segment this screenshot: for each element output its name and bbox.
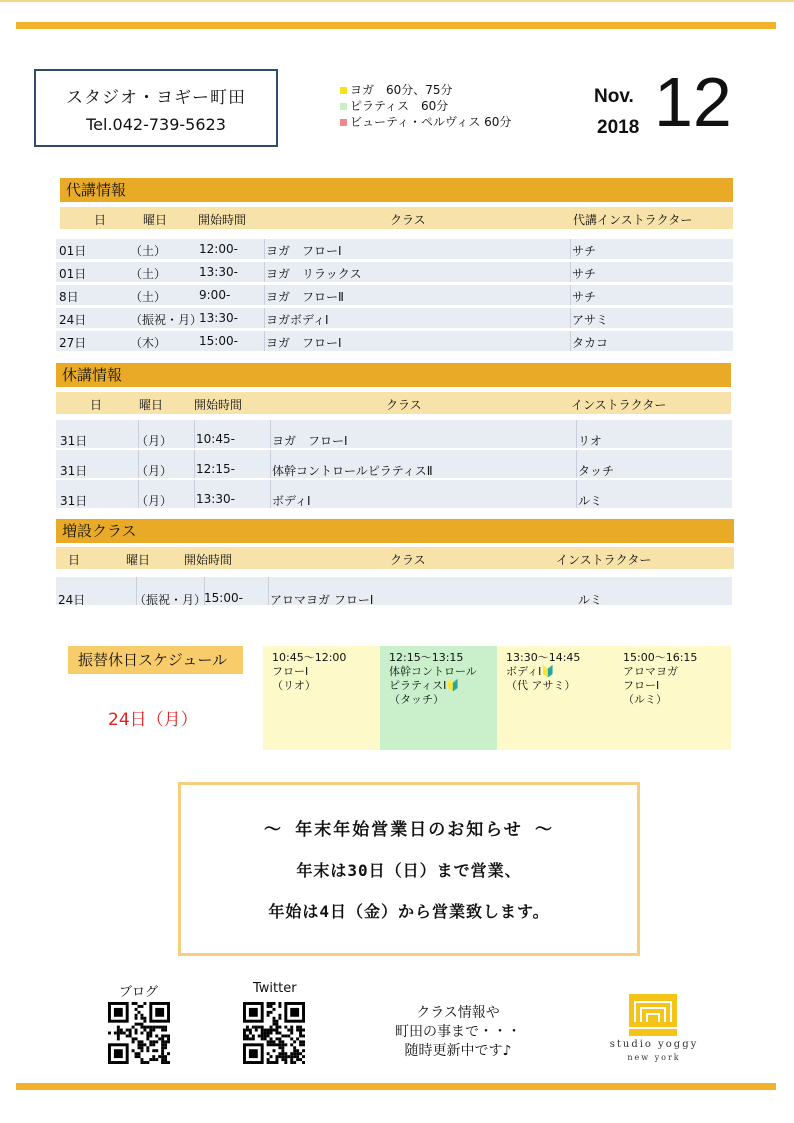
class-legend	[340, 82, 511, 130]
notice-line-1: 年末は30日（日）まで営業、	[296, 861, 522, 880]
table-row	[56, 480, 732, 508]
table-cell: （月）	[136, 494, 173, 508]
cell-divider	[264, 239, 265, 259]
cell-divider	[270, 420, 271, 448]
table-cell: タカコ	[572, 336, 609, 350]
cell-divider	[264, 285, 265, 305]
table-cell: ルミ	[578, 593, 603, 607]
studio-tel: Tel.042-739-5623	[86, 115, 226, 134]
table-cell: 24日	[58, 593, 86, 607]
table-cell: ボディⅠ	[272, 494, 311, 508]
table-cell: アロマヨガ フローⅠ	[270, 593, 374, 607]
table-cell: 15:00-	[199, 334, 238, 348]
table-cell: ヨガ フローⅠ	[272, 434, 348, 448]
twitter-label: Twitter	[253, 981, 297, 996]
cell-divider	[264, 308, 265, 328]
table-cell: 24日	[59, 313, 87, 327]
schedule-slot	[263, 646, 380, 750]
slot-line: （リオ）	[272, 679, 316, 692]
table-cell: 15:00-	[204, 591, 243, 605]
blog-label: ブログ	[119, 985, 159, 1000]
cell-divider	[570, 262, 571, 282]
cell-divider	[576, 420, 577, 448]
table-cell: 12:15-	[196, 462, 235, 476]
table-row	[56, 239, 733, 259]
cell-divider	[570, 285, 571, 305]
year-end-notice	[178, 782, 640, 956]
cancelled-section-title: 休講情報	[56, 363, 731, 387]
table-cell: タッチ	[578, 464, 615, 478]
cell-divider	[270, 480, 271, 508]
table-cell: 13:30-	[199, 265, 238, 279]
logo-subtext: new york	[627, 1053, 681, 1062]
table-cell: 01日	[59, 244, 87, 258]
cell-divider	[570, 308, 571, 328]
cell-divider	[264, 262, 265, 282]
table-cell: ルミ	[578, 494, 603, 508]
top-thin-line	[0, 0, 794, 2]
table-cell: （木）	[130, 336, 167, 350]
issue-day: 12	[654, 63, 732, 141]
cell-divider	[576, 480, 577, 508]
table-row	[56, 420, 732, 448]
cell-divider	[268, 577, 269, 605]
table-cell: （土）	[130, 267, 167, 281]
table-cell: （振祝・月）	[130, 313, 203, 327]
schedule-slot	[614, 646, 731, 750]
slot-line: （代 アサミ）	[506, 679, 576, 692]
legend-item-yoga: ヨガ 60分、75分	[340, 82, 511, 98]
slot-line: （タッチ）	[389, 693, 444, 706]
table-cell: 体幹コントロールピラティスⅡ	[272, 464, 433, 478]
legend-item-beauty: ビューティ・ペルヴィス 60分	[340, 114, 511, 130]
month-label: Nov.	[594, 86, 634, 107]
cell-divider	[576, 450, 577, 478]
table-row	[56, 285, 733, 305]
logo-text: studio yoggy	[609, 1039, 699, 1050]
table-row	[56, 262, 733, 282]
table-cell: 13:30-	[196, 492, 235, 506]
bottom-accent-bar	[16, 1083, 776, 1090]
slot-line: 体幹コントロール	[389, 665, 477, 678]
table-cell: （月）	[136, 434, 173, 448]
cell-divider	[264, 331, 265, 351]
table-cell: リオ	[578, 434, 602, 448]
table-row	[56, 331, 733, 351]
cell-divider	[194, 450, 195, 478]
cell-divider	[194, 420, 195, 448]
twitter-qr-code-icon[interactable]	[241, 1002, 307, 1064]
notice-line-2: 年始は4日（金）から営業致します。	[268, 902, 550, 921]
table-cell: 10:45-	[196, 432, 235, 446]
footer-message: クラス情報や 町田の事まで・・・ 随時更新中です♪	[395, 1005, 521, 1059]
table-cell: 8日	[59, 290, 79, 304]
legend-swatch-icon	[340, 87, 347, 94]
added-section-title: 増設クラス	[56, 519, 734, 543]
table-cell: 13:30-	[199, 311, 238, 325]
table-cell: 9:00-	[199, 288, 231, 302]
substitute-holiday-schedule-label: 振替休日スケジュール	[68, 646, 243, 674]
table-cell: サチ	[572, 244, 597, 258]
schedule-slot	[497, 646, 614, 750]
table-cell: 01日	[59, 267, 87, 281]
schedule-slot	[380, 646, 497, 750]
table-cell: 31日	[60, 434, 88, 448]
studio-yoggy-logo-icon	[629, 994, 677, 1036]
table-row	[56, 450, 732, 478]
table-row	[56, 308, 733, 328]
studio-info-box	[34, 69, 278, 147]
table-cell: サチ	[572, 267, 597, 281]
table-cell: ヨガ リラックス	[266, 267, 362, 281]
cell-divider	[570, 331, 571, 351]
notice-title: ～ 年末年始営業日のお知らせ ～	[264, 820, 554, 840]
table-cell: （月）	[136, 464, 173, 478]
slot-line: アロマヨガ	[623, 665, 678, 678]
table-cell: （振祝・月）	[134, 593, 207, 607]
slot-time: 13:30〜14:45	[506, 651, 581, 664]
legend-swatch-icon	[340, 119, 347, 126]
table-cell: ヨガ フローⅠ	[266, 244, 342, 258]
slot-line: フローⅠ	[272, 665, 309, 678]
schedule-date: 24日（月）	[108, 710, 198, 730]
table-cell: （土）	[130, 244, 167, 258]
slot-line: ボディⅠ🔰	[506, 665, 556, 678]
table-cell: サチ	[572, 290, 597, 304]
substitute-column-header: 日 曜日 開始時間 クラス 代講インストラクター	[60, 207, 733, 229]
legend-item-pilates: ピラティス 60分	[340, 98, 511, 114]
top-accent-bar	[16, 22, 776, 29]
slot-line: （ルミ）	[623, 693, 667, 706]
table-cell: ヨガボディⅠ	[266, 313, 329, 327]
table-cell: ヨガ フローⅠ	[266, 336, 342, 350]
table-cell: ヨガ フローⅡ	[266, 290, 344, 304]
blog-qr-code-icon[interactable]	[106, 1002, 172, 1064]
table-row	[56, 577, 732, 605]
cell-divider	[570, 239, 571, 259]
cell-divider	[270, 450, 271, 478]
slot-time: 10:45〜12:00	[272, 651, 347, 664]
cancelled-column-header: 日 曜日 開始時間 クラス インストラクター	[56, 392, 731, 414]
table-cell: 31日	[60, 494, 88, 508]
table-cell: （土）	[130, 290, 167, 304]
table-cell: 12:00-	[199, 242, 238, 256]
legend-swatch-icon	[340, 103, 347, 110]
table-cell: 27日	[59, 336, 87, 350]
slot-time: 12:15〜13:15	[389, 651, 464, 664]
slot-line: ピラティスⅠ🔰	[389, 679, 461, 692]
year-label: 2018	[597, 117, 640, 138]
substitute-section-title: 代講情報	[60, 178, 733, 202]
table-cell: 31日	[60, 464, 88, 478]
studio-name: スタジオ・ヨギー町田	[66, 88, 246, 108]
cell-divider	[194, 480, 195, 508]
table-cell: アサミ	[572, 313, 609, 327]
slot-line: フローⅠ	[623, 679, 660, 692]
slot-time: 15:00〜16:15	[623, 651, 698, 664]
added-column-header: 日 曜日 開始時間 クラス インストラクター	[56, 547, 734, 569]
